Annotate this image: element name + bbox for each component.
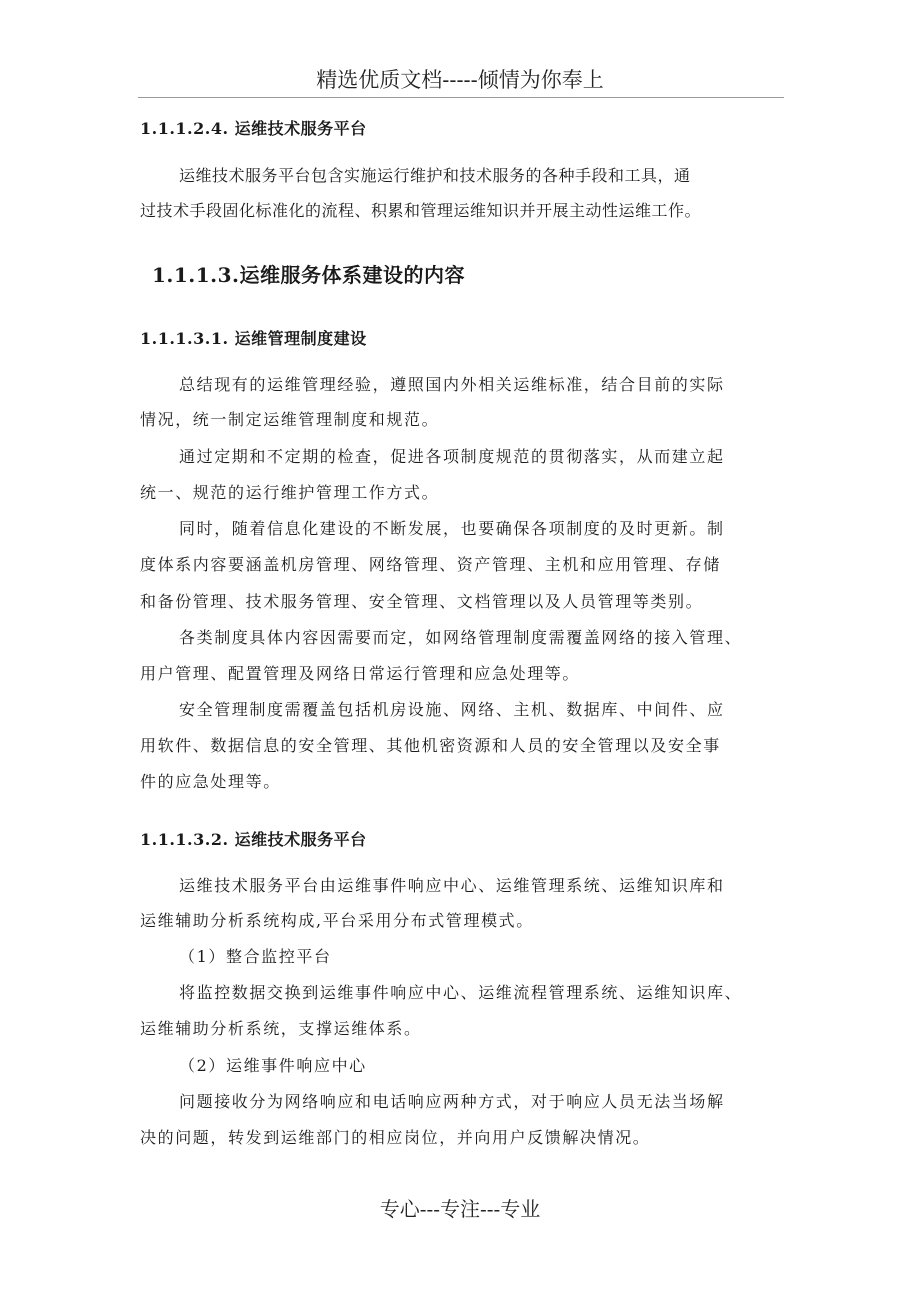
- paragraph-line: 用软件、数据信息的安全管理、其他机密资源和人员的安全管理以及安全事: [140, 736, 721, 755]
- paragraph-line: 同时，随着信息化建设的不断发展，也要确保各项制度的及时更新。制: [179, 519, 725, 538]
- paragraph-line: 运维技术服务平台由运维事件响应中心、运维管理系统、运维知识库和: [179, 876, 725, 895]
- paragraph-line: 问题接收分为网络响应和电话响应两种方式，对于响应人员无法当场解: [179, 1092, 725, 1111]
- paragraph-line: 决的问题，转发到运维部门的相应岗位，并向用户反馈解决情况。: [140, 1128, 651, 1147]
- paragraph-line: 运维技术服务平台包含实施运行维护和技术服务的各种手段和工具，通: [179, 166, 691, 185]
- section-heading-1-1-1-2-4: 1.1.1.2.4. 运维技术服务平台: [140, 119, 367, 138]
- page-footer: 专心---专注---专业: [379, 1197, 541, 1221]
- paragraph-line: 运维辅助分析系统，支撑运维体系。: [140, 1019, 422, 1038]
- paragraph-line: 度体系内容要涵盖机房管理、网络管理、资产管理、主机和应用管理、存储: [140, 555, 721, 574]
- paragraph-line: 用户管理、配置管理及网络日常运行管理和应急处理等。: [140, 664, 581, 683]
- header-divider: [138, 97, 784, 98]
- paragraph-line: 安全管理制度需覆盖包括机房设施、网络、主机、数据库、中间件、应: [179, 700, 725, 719]
- paragraph-line: 将监控数据交换到运维事件响应中心、运维流程管理系统、运维知识库、: [179, 983, 743, 1002]
- list-item-heading: （1）整合监控平台: [179, 947, 332, 966]
- paragraph-line: 统一、规范的运行维护管理工作方式。: [140, 483, 440, 502]
- paragraph-line: 情况，统一制定运维管理制度和规范。: [140, 410, 440, 429]
- section-heading-1-1-1-3: 1.1.1.3.运维服务体系建设的内容: [152, 263, 466, 287]
- section-heading-1-1-1-3-1: 1.1.1.3.1. 运维管理制度建设: [140, 329, 367, 348]
- paragraph-line: 过技术手段固化标准化的流程、积累和管理运维知识并开展主动性运维工作。: [140, 201, 702, 220]
- list-item-heading: （2）运维事件响应中心: [179, 1056, 367, 1075]
- paragraph-line: 件的应急处理等。: [140, 772, 281, 791]
- section-heading-1-1-1-3-2: 1.1.1.3.2. 运维技术服务平台: [140, 830, 367, 849]
- paragraph-line: 运维辅助分析系统构成,平台采用分布式管理模式。: [140, 911, 534, 930]
- paragraph-line: 各类制度具体内容因需要而定，如网络管理制度需覆盖网络的接入管理、: [179, 628, 743, 647]
- page-header: 精选优质文档-----倾情为你奉上: [316, 68, 604, 92]
- paragraph-line: 总结现有的运维管理经验，遵照国内外相关运维标准，结合目前的实际: [179, 375, 725, 394]
- paragraph-line: 和备份管理、技术服务管理、安全管理、文档管理以及人员管理等类别。: [140, 592, 704, 611]
- paragraph-line: 通过定期和不定期的检查，促进各项制度规范的贯彻落实，从而建立起: [179, 447, 725, 466]
